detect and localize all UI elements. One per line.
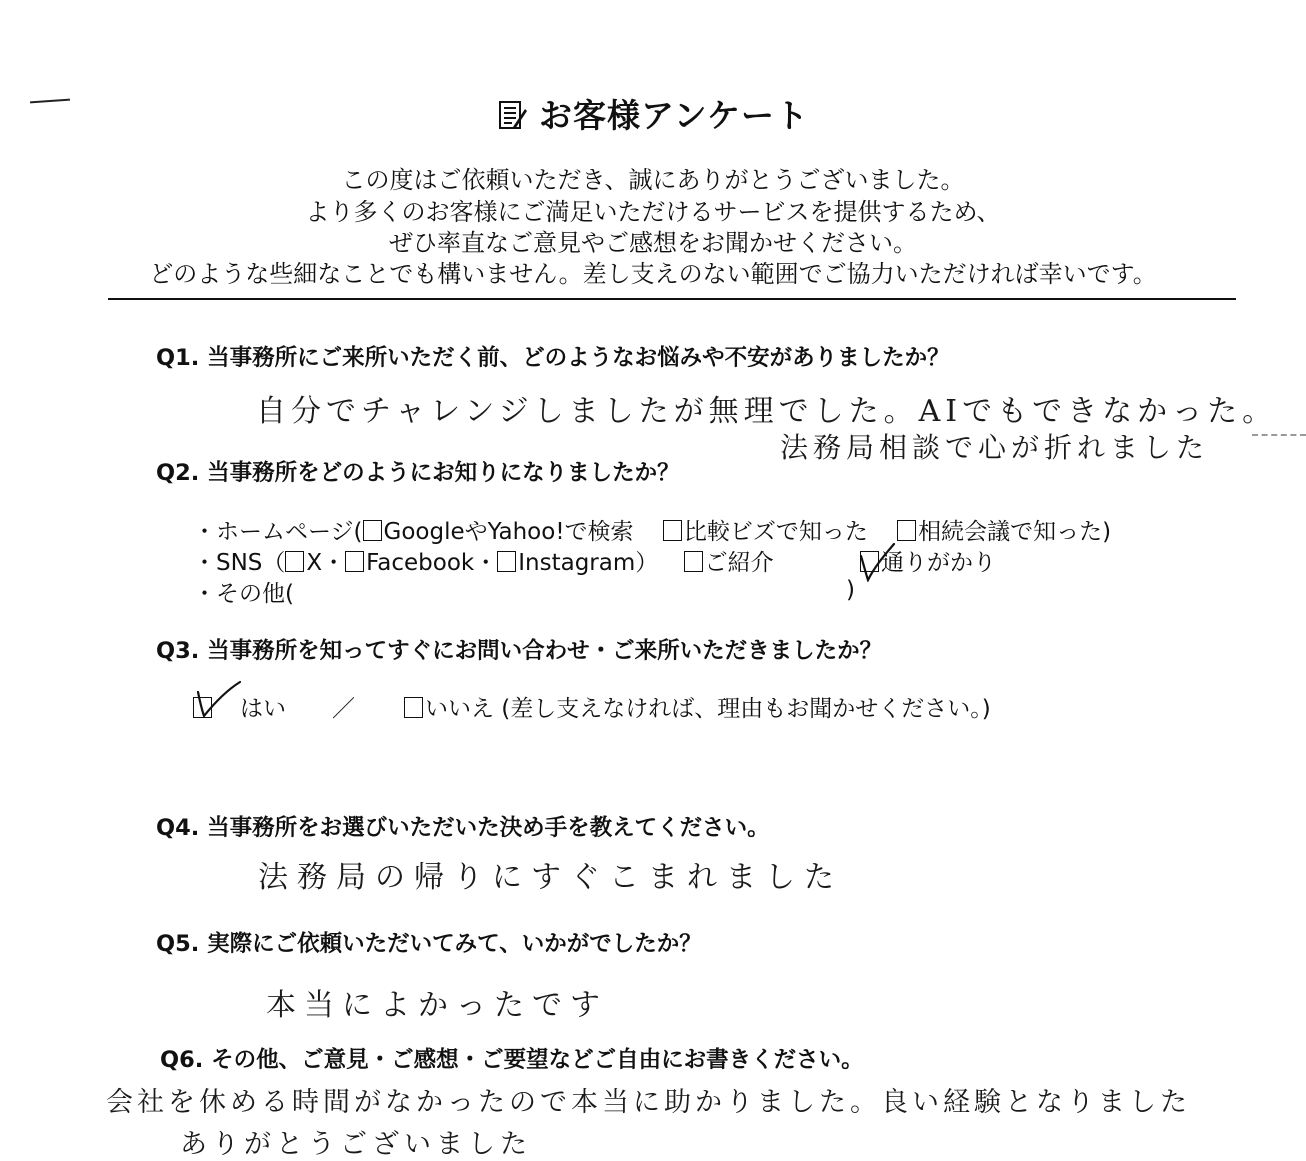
q6-answer-line1: 会社を休める時間がなかったので本当に助かりました。良い経験となりました	[106, 1087, 1191, 1118]
checkbox-facebook[interactable]	[345, 551, 364, 572]
q1-answer-line2: 法務局相談で心が折れました	[780, 431, 1210, 464]
checkbox-shoukai[interactable]	[684, 551, 703, 572]
question-6-label: Q6. その他、ご意見・ご感想・ご要望などご自由にお書きください。	[160, 1047, 864, 1073]
homepage-label: ・ホームページ(	[193, 519, 363, 545]
title-text: お客様アンケート	[538, 96, 810, 135]
q2-row-homepage	[193, 513, 1111, 546]
q4-answer: 法務局の帰りにすぐこまれました	[258, 860, 843, 895]
option-x: X・	[306, 550, 346, 576]
checkbox-no[interactable]	[404, 697, 423, 718]
q6-answer-line2: ありがとうございました	[180, 1129, 532, 1160]
page-title	[0, 90, 1306, 139]
intro-line: この度はご依頼いただき、誠にありがとうございました。	[341, 166, 965, 194]
q1-answer-line1: 自分でチャレンジしましたが無理でした。AIでもできなかった。	[256, 394, 1278, 429]
intro-line: どのような些細なことでも構いません。差し支えのない範囲でご協力いただければ幸いです。	[149, 260, 1157, 288]
option-search: GoogleやYahoo!で検索	[383, 519, 634, 545]
other-close-paren: )	[846, 577, 855, 603]
intro-line: より多くのお客様にご満足いただけるサービスを提供するため、	[305, 198, 1001, 226]
intro-line: ぜひ率直なご意見やご感想をお聞かせください。	[389, 229, 917, 257]
divider	[108, 298, 1236, 300]
option-instagram: Instagram）	[518, 550, 659, 576]
option-toori: 通りがかり	[881, 550, 996, 576]
q5-answer: 本当によかったです	[266, 988, 608, 1023]
checkbox-instagram[interactable]	[497, 551, 516, 572]
checkmark-icon	[856, 536, 896, 582]
checkbox-hikaku[interactable]	[663, 520, 682, 541]
question-5-label: Q5. 実際にご依頼いただいてみて、いかがでしたか？	[156, 931, 702, 957]
question-3-label: Q3. 当事務所を知ってすぐにお問い合わせ・ご来所いただきましたか？	[156, 638, 883, 664]
q3-option-no	[404, 690, 991, 723]
scan-mark	[1252, 434, 1306, 436]
q2-row-sns	[193, 544, 774, 577]
question-1-label: Q1. 当事務所にご来所いただく前、どのようなお悩みや不安がありましたか？	[156, 345, 950, 371]
checkbox-x[interactable]	[285, 551, 304, 572]
question-4-label: Q4. 当事務所をお選びいただいた決め手を教えてください。	[156, 815, 770, 841]
question-2-label: Q2. 当事務所をどのようにお知りになりましたか？	[156, 460, 680, 486]
option-yes: はい	[240, 696, 286, 722]
q2-row-other	[193, 575, 294, 608]
option-shoukai: ご紹介	[704, 550, 774, 576]
option-souzoku: 相続会議で知った)	[918, 519, 1112, 545]
checkbox-search[interactable]	[363, 520, 382, 541]
memo-icon	[497, 97, 527, 139]
option-facebook: Facebook・	[366, 550, 498, 576]
other-label: ・その他(	[193, 581, 294, 607]
q3-separator: ／	[332, 696, 355, 722]
option-no: いいえ (差し支えなければ、理由もお聞かせください。)	[425, 696, 991, 722]
checkbox-souzoku[interactable]	[897, 520, 916, 541]
checkmark-icon	[194, 678, 242, 720]
option-hikaku: 比較ビズで知った	[683, 519, 868, 545]
sns-label: ・SNS（	[193, 550, 286, 576]
